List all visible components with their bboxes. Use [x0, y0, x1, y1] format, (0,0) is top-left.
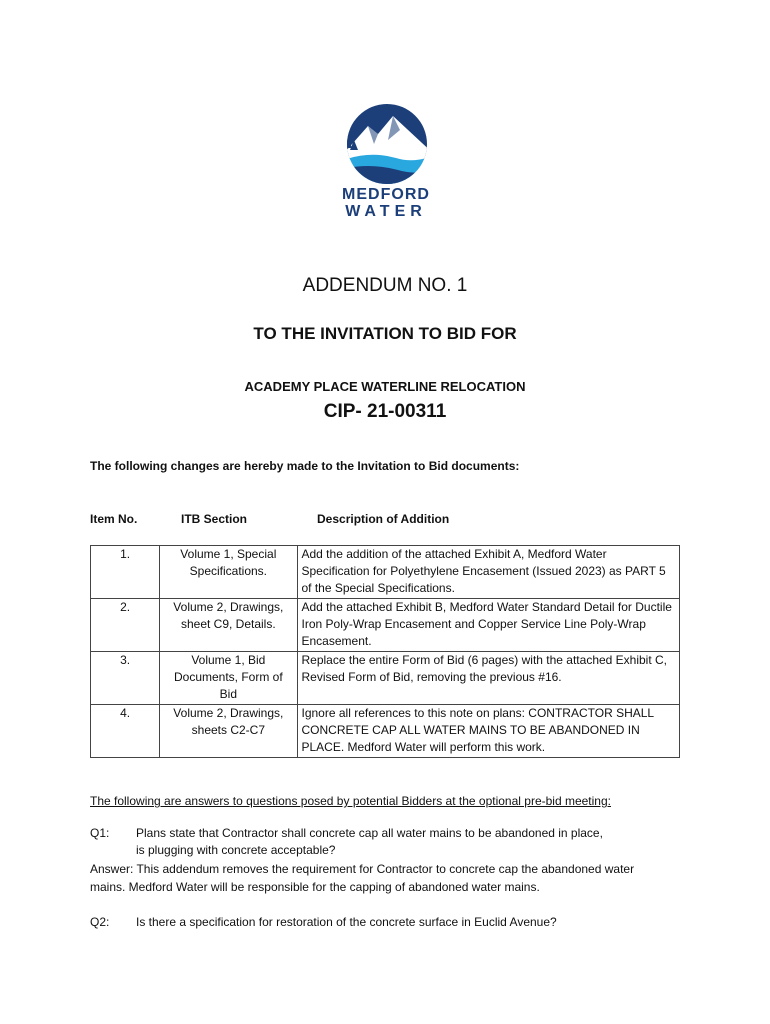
q1-label: Q1: — [90, 826, 110, 840]
row-section: Volume 1, Special Specifications. — [160, 546, 297, 599]
logo-wordmark-water: WATER — [345, 203, 427, 220]
row-item-number: 3. — [91, 652, 160, 705]
intro-text: The following changes are hereby made to the Invitation to Bid documents: — [90, 459, 520, 473]
column-header-item: Item No. — [90, 512, 138, 526]
qa-heading: The following are answers to questions posed by potential Bidders at the optional pre-bid meeting: — [90, 794, 611, 808]
q1-answer-line2: mains. Medford Water will be responsible for the capping of abandoned water mains. — [90, 880, 540, 894]
row-description: Ignore all references to this note on plans: CONTRACTOR SHALL CONCRETE CAP ALL WATER MAINS TO BE ABANDONED IN PLACE. Medford Water will perform this work. — [297, 705, 680, 758]
q2-question: Is there a specification for restoration of the concrete surface in Euclid Avenue? — [136, 915, 557, 929]
column-header-description: Description of Addition — [317, 512, 450, 526]
table-row — [91, 705, 680, 758]
row-section: Volume 1, Bid Documents, Form of Bid — [160, 652, 297, 705]
q2-label: Q2: — [90, 915, 110, 929]
row-description: Replace the entire Form of Bid (6 pages) with the attached Exhibit C, Revised Form of Bid, removing the previous #16. — [297, 652, 680, 705]
row-description: Add the addition of the attached Exhibit A, Medford Water Specification for Polyethylene Encasement (Issued 2023) as PART 5 of the Special Specifications. — [297, 546, 680, 599]
row-description: Add the attached Exhibit B, Medford Water Standard Detail for Ductile Iron Poly-Wrap Encasement and Copper Service Line Poly-Wrap Encasement. — [297, 599, 680, 652]
q1-question-line2: is plugging with concrete acceptable? — [136, 843, 336, 857]
addendum-title: ADDENDUM NO. 1 — [302, 275, 468, 296]
row-section: Volume 2, Drawings, sheets C2-C7 — [160, 705, 297, 758]
table-row — [91, 546, 680, 599]
cip-number: CIP- 21-00311 — [323, 401, 447, 422]
project-name: ACADEMY PLACE WATERLINE RELOCATION — [244, 379, 526, 394]
itb-heading: TO THE INVITATION TO BID FOR — [253, 324, 517, 343]
table-row — [91, 599, 680, 652]
column-header-section: ITB Section — [181, 512, 248, 526]
row-item-number: 1. — [91, 546, 160, 599]
q1-answer-line1: Answer: This addendum removes the requirement for Contractor to concrete cap the abandoned water — [90, 862, 635, 876]
logo-wordmark-medford: MEDFORD — [342, 186, 430, 203]
row-section: Volume 2, Drawings, sheet C9, Details. — [160, 599, 297, 652]
row-item-number: 2. — [91, 599, 160, 652]
changes-table — [90, 545, 680, 758]
table-row — [91, 652, 680, 705]
q1-question-line1: Plans state that Contractor shall concrete cap all water mains to be abandoned in place, — [136, 826, 603, 840]
row-item-number: 4. — [91, 705, 160, 758]
